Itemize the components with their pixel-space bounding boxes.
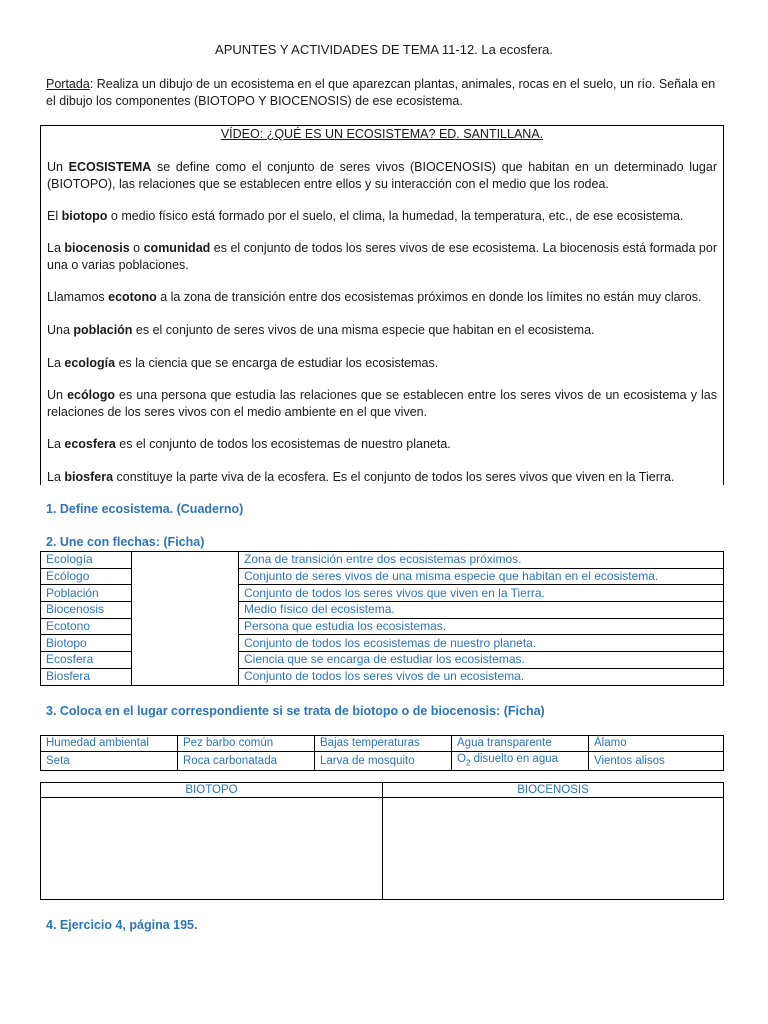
biocenosis-header: BIOCENOSIS [383, 783, 724, 798]
table-row [41, 652, 724, 669]
arrow-space[interactable] [132, 618, 239, 635]
arrow-space[interactable] [132, 552, 239, 569]
def-ecotono: Llamamos ecotono a la zona de transición entre dos ecosistemas próximos en donde los límites no están muy claros. [47, 290, 702, 304]
term-cell: Ecotono [41, 618, 132, 635]
arrow-space[interactable] [132, 652, 239, 669]
table-header-row [41, 783, 724, 798]
term-cell: Ecólogo [41, 568, 132, 585]
table-row [41, 618, 724, 635]
matching-table [40, 551, 724, 686]
item-cell: Humedad ambiental [41, 736, 178, 752]
item-cell: Bajas temperaturas [315, 736, 452, 752]
notes-title: VÍDEO: ¿QUÉ ES UN ECOSISTEMA? ED. SANTILLANA. [220, 127, 544, 141]
document-title: APUNTES Y ACTIVIDADES DE TEMA 11-12. La ecosfera. [215, 42, 553, 57]
def-ecosfera: La ecosfera es el conjunto de todos los ecosistemas de nuestro planeta. [47, 437, 451, 451]
def-poblacion: Una población es el conjunto de seres vivos de una misma especie que habitan en el ecosistema. [47, 323, 595, 337]
def-ecologo: Un ecólogo es una persona que estudia las relaciones que se establecen entre los seres vivos de un ecosistema y las relaciones de los seres vivos con el medio ambiente en el que viven. [47, 388, 718, 419]
arrow-space[interactable] [132, 602, 239, 619]
portada-label: Portada [46, 77, 90, 91]
term-cell: Ecosfera [41, 652, 132, 669]
term-cell: Ecología [41, 552, 132, 569]
term-cell: Biocenosis [41, 602, 132, 619]
table-row [41, 635, 724, 652]
portada-instruction [46, 76, 722, 110]
biotopo-header: BIOTOPO [41, 783, 383, 798]
table-row [41, 568, 724, 585]
arrow-space[interactable] [132, 635, 239, 652]
item-cell: Pez barbo común [178, 736, 315, 752]
term-cell: Biotopo [41, 635, 132, 652]
definition-cell: Zona de transición entre dos ecosistemas próximos. [239, 552, 724, 569]
question-1: 1. Define ecosistema. (Cuaderno) [46, 502, 244, 516]
item-cell: Seta [41, 751, 178, 770]
item-cell: Larva de mosquito [315, 751, 452, 770]
table-row [41, 736, 724, 752]
item-cell: Vientos alisos [589, 751, 724, 770]
term-cell: Biosfera [41, 668, 132, 685]
classification-table [40, 782, 724, 900]
item-cell: Agua transparente [452, 736, 589, 752]
definition-cell: Ciencia que se encarga de estudiar los ecosistemas. [239, 652, 724, 669]
table-row [41, 585, 724, 602]
table-row [41, 668, 724, 685]
table-row [41, 602, 724, 619]
question-4: 4. Ejercicio 4, página 195. [46, 918, 198, 932]
arrow-space[interactable] [132, 585, 239, 602]
table-row [41, 751, 724, 770]
notes-box [40, 125, 724, 485]
arrow-space[interactable] [132, 568, 239, 585]
table-row [41, 552, 724, 569]
def-ecosistema: Un ECOSISTEMA se define como el conjunto de seres vivos (BIOCENOSIS) que habitan en un determinado lugar (BIOTOPO), las relaciones que se establecen entre ellos y su interacción con el medio que los rodea. [47, 160, 717, 191]
item-cell: Roca carbonatada [178, 751, 315, 770]
biotopo-answer-cell[interactable] [41, 798, 383, 900]
definition-cell: Conjunto de todos los seres vivos que viven en la Tierra. [239, 585, 724, 602]
question-3-title: 3. Coloca en el lugar correspondiente si se trata de biotopo o de biocenosis: (Ficha) [46, 704, 545, 718]
def-biosfera: La biosfera constituye la parte viva de la ecosfera. Es el conjunto de todos los seres vivos que viven en la Tierra. [47, 470, 675, 484]
def-biocenosis: La biocenosis o comunidad es el conjunto de todos los seres vivos de ese ecosistema. La biocenosis está formada por una o varias poblaciones. [47, 241, 717, 272]
table-row [41, 798, 724, 900]
biocenosis-answer-cell[interactable] [383, 798, 724, 900]
def-ecologia: La ecología es la ciencia que se encarga de estudiar los ecosistemas. [47, 356, 439, 370]
portada-text: : Realiza un dibujo de un ecosistema en el que aparezcan plantas, animales, rocas en el suelo, un río. Señala en el dibujo los componentes (BIOTOPO Y BIOCENOSIS) de ese ecosistema. [46, 77, 716, 108]
definition-cell: Medio físico del ecosistema. [239, 602, 724, 619]
term-cell: Población [41, 585, 132, 602]
definition-cell: Persona que estudia los ecosistemas. [239, 618, 724, 635]
definition-cell: Conjunto de seres vivos de una misma especie que habitan en el ecosistema. [239, 568, 724, 585]
definition-cell: Conjunto de todos los seres vivos de un ecosistema. [239, 668, 724, 685]
question-2-title: 2. Une con flechas: (Ficha) [46, 535, 205, 549]
item-cell: Álamo [589, 736, 724, 752]
item-cell-o2: $O_2$ disuelto en agua [452, 751, 589, 770]
definition-cell: Conjunto de todos los ecosistemas de nuestro planeta. [239, 635, 724, 652]
arrow-space[interactable] [132, 668, 239, 685]
def-biotopo: El biotopo o medio físico está formado por el suelo, el clima, la humedad, la temperatura, etc., de ese ecosistema. [47, 209, 684, 223]
items-table [40, 735, 724, 771]
